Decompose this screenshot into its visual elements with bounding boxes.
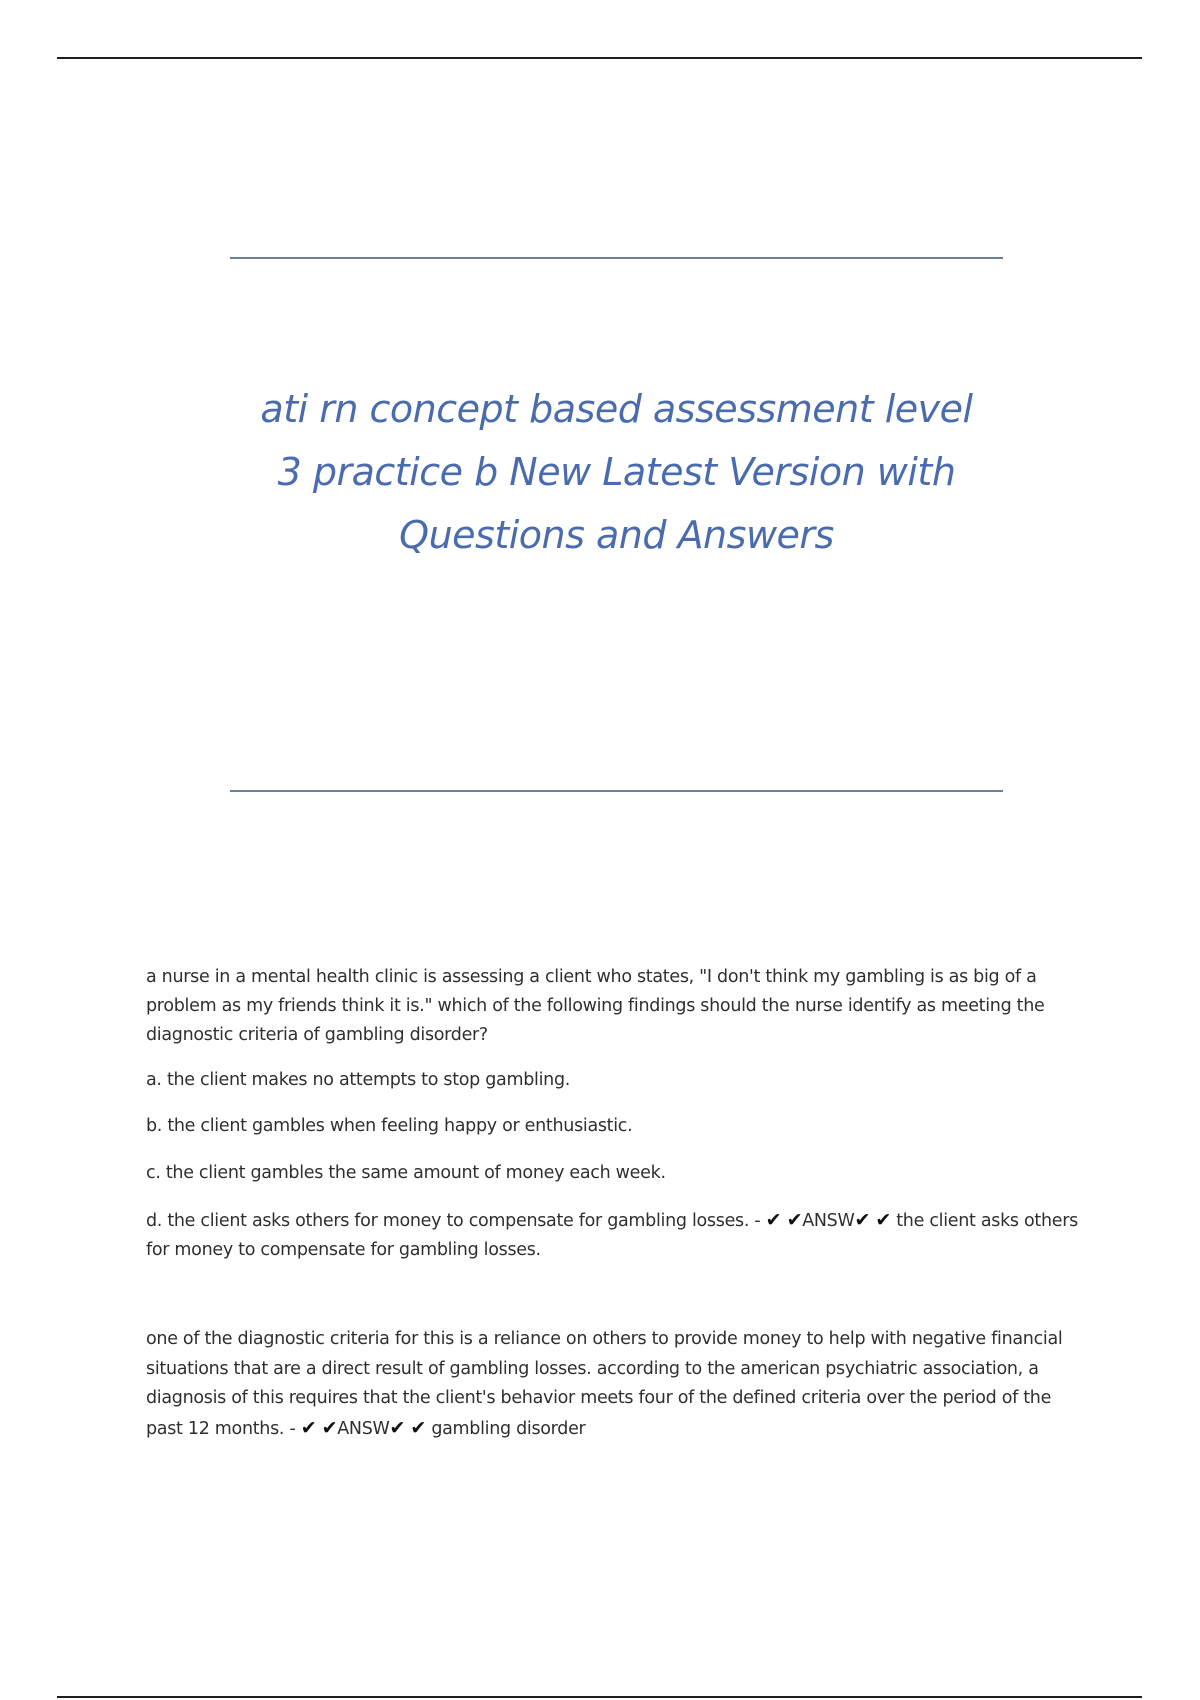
title-line-3: Questions and Answers xyxy=(399,513,834,557)
option-a: a. the client makes no attempts to stop gambling. xyxy=(146,1070,571,1090)
option-d-answer: the client asks others for money to compensate for gambling losses. xyxy=(146,1211,1078,1260)
answer-marker: ANSW xyxy=(337,1418,390,1439)
option-d-text: d. the client asks others for money to compensate for gambling losses. - xyxy=(146,1211,761,1231)
title-rule-bottom xyxy=(230,790,1003,792)
footer-rule xyxy=(57,1696,1142,1698)
check-icon: ✔ xyxy=(300,1416,317,1439)
check-icon: ✔ xyxy=(854,1209,871,1231)
check-icon: ✔ xyxy=(765,1209,782,1231)
title-rule-top xyxy=(230,257,1003,259)
document-title xyxy=(230,378,1003,567)
check-icon: ✔ xyxy=(389,1416,406,1439)
check-icon: ✔ xyxy=(321,1416,338,1439)
explanation-text xyxy=(146,1325,1086,1444)
check-icon: ✔ xyxy=(786,1209,803,1231)
check-icon: ✔ xyxy=(875,1209,891,1231)
answer-marker: ANSW xyxy=(802,1211,855,1231)
title-line-2: 3 practice b New Latest Version with xyxy=(277,450,956,494)
option-b: b. the client gambles when feeling happy or enthusiastic. xyxy=(146,1116,633,1136)
check-icon: ✔ xyxy=(410,1416,427,1439)
explanation-answer: gambling disorder xyxy=(431,1418,586,1439)
title-line-1: ati rn concept based assessment level xyxy=(260,387,973,431)
header-rule xyxy=(57,57,1142,59)
explanation-body: one of the diagnostic criteria for this is a reliance on others to provide money to help with negative financial situations that are a direct result of gambling losses. according to the american psychiatric association, a diagnosis of this requires that the client's behavior meets four of the defined criteria over the period of the past 12 months. - xyxy=(146,1329,1063,1439)
question-text: a nurse in a mental health clinic is assessing a client who states, "I don't think my gambling is as big of a problem as my friends think it is." which of the following findings should the nurse identify as meeting the diagnostic criteria of gambling disorder? xyxy=(146,967,1045,1045)
option-d xyxy=(146,1206,1086,1265)
option-c: c. the client gambles the same amount of money each week. xyxy=(146,1163,666,1183)
